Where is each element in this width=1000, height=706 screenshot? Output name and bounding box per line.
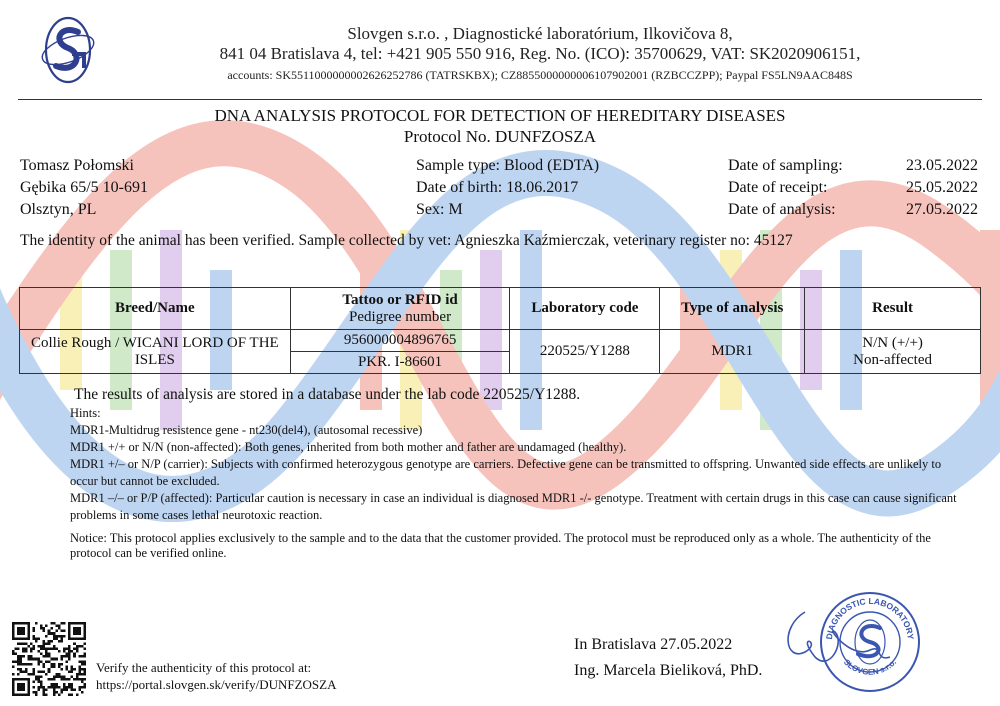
cell-analysis-type: MDR1 bbox=[660, 330, 805, 374]
hint-line: MDR1 –/– or P/P (affected): Particular caution is necessary in case an individual is diagnosed MDR1 -/- genotype. Treatment with certain drugs in this case can cause significant problems in some cases lethal neurotoxic reaction. bbox=[70, 491, 957, 522]
owner-city: Olsztyn, PL bbox=[20, 201, 97, 218]
header-divider bbox=[18, 99, 982, 100]
cell-breed-name: Collie Rough / WICANI LORD OF THE ISLES bbox=[20, 330, 291, 374]
signature-place-date: In Bratislava 27.05.2022 bbox=[574, 636, 733, 653]
col-analysis-type: Type of analysis bbox=[660, 288, 805, 330]
stamp-top-text: DIAGNOSTIC LABORATORY bbox=[824, 595, 916, 641]
svg-text:DIAGNOSTIC LABORATORY bbox=[824, 596, 916, 640]
col-breed-name: Breed/Name bbox=[20, 288, 291, 330]
cell-lab-code: 220525/Y1288 bbox=[510, 330, 660, 374]
owner-name: Tomasz Połomski bbox=[20, 157, 134, 174]
date-receipt-label: Date of receipt: bbox=[728, 179, 828, 196]
hints-section bbox=[70, 405, 970, 524]
hint-line: MDR1-Multidrug resistence gene - nt230(del4), (autosomal recessive) bbox=[70, 423, 423, 437]
notice: Notice: This protocol applies exclusively to the sample and to the data that the customer provided. The protocol must be reproduced only as a whole. The authenticity of the protocol can be verified online. bbox=[70, 531, 931, 560]
sample-type: Sample type: Blood (EDTA) bbox=[416, 157, 600, 174]
hint-line: MDR1 +/+ or N/N (non-affected): Both genes, inherited from both mother and father are undamaged (healthy). bbox=[70, 440, 627, 454]
date-sampling-value: 23.05.2022 bbox=[906, 157, 978, 174]
slovgen-logo bbox=[38, 10, 98, 90]
table-header-row bbox=[20, 288, 981, 330]
cell-pedigree: PKR. I-86601 bbox=[290, 352, 510, 374]
verify-text: Verify the authenticity of this protocol at: bbox=[96, 660, 312, 675]
table-row bbox=[20, 330, 981, 352]
laboratory-stamp bbox=[818, 590, 922, 694]
col-lab-code: Laboratory code bbox=[510, 288, 660, 330]
svg-text:SLOVGEN s.r.o. bbox=[842, 658, 898, 677]
result-status: Non-affected bbox=[853, 351, 933, 368]
lab-header-line2: 841 04 Bratislava 4, tel: +421 905 550 916, Reg. No. (ICO): 35700629, VAT: SK2020906151, bbox=[219, 44, 861, 63]
col-pedigree-label: Pedigree number bbox=[349, 308, 452, 325]
date-analysis-value: 27.05.2022 bbox=[906, 201, 978, 218]
protocol-number: Protocol No. DUNFZOSZA bbox=[403, 127, 597, 146]
date-analysis-label: Date of analysis: bbox=[728, 201, 836, 218]
qr-code-icon bbox=[12, 622, 86, 696]
identity-note: The identity of the animal has been verified. Sample collected by vet: Agnieszka Kaźmierczak, veterinary register no: 45127 bbox=[20, 232, 793, 249]
signature-name: Ing. Marcela Bieliková, PhD. bbox=[574, 662, 763, 679]
protocol-title: DNA ANALYSIS PROTOCOL FOR DETECTION OF HEREDITARY DISEASES bbox=[214, 106, 786, 125]
sex: Sex: M bbox=[416, 201, 463, 218]
result-genotype: N/N (+/+) bbox=[862, 334, 923, 351]
date-of-birth: Date of birth: 18.06.2017 bbox=[416, 179, 579, 196]
lab-header-accounts: accounts: SK5511000000002626252786 (TATRSKBX); CZ8855000000006107902001 (RZBCCZPP); Paypal FS5LN9AAC848S bbox=[227, 68, 853, 82]
col-result: Result bbox=[805, 288, 981, 330]
verify-link[interactable]: https://portal.slovgen.sk/verify/DUNFZOSZA bbox=[96, 677, 337, 692]
stamp-bottom-text: SLOVGEN s.r.o. bbox=[841, 657, 899, 677]
hints-title: Hints: bbox=[70, 406, 101, 420]
date-receipt-value: 25.05.2022 bbox=[906, 179, 978, 196]
cell-rfid: 956000004896765 bbox=[290, 330, 510, 352]
date-sampling-label: Date of sampling: bbox=[728, 157, 843, 174]
owner-address: Gębika 65/5 10-691 bbox=[20, 179, 148, 196]
col-tattoo-rfid bbox=[290, 288, 510, 330]
lab-header-line1: Slovgen s.r.o. , Diagnostické laboratórium, Ilkovičova 8, bbox=[347, 24, 733, 43]
hint-line: MDR1 +/– or N/P (carrier): Subjects with confirmed heterozygous genotype are carriers. Defective gene can be transmitted to offspring. Unwanted side effects are unlikely to occur but cannot be excluded. bbox=[70, 457, 942, 488]
results-table bbox=[19, 287, 981, 374]
cell-result bbox=[805, 330, 981, 374]
results-note: The results of analysis are stored in a database under the lab code 220525/Y1288. bbox=[74, 386, 581, 403]
col-tattoo-label: Tattoo or RFID id bbox=[342, 291, 458, 308]
